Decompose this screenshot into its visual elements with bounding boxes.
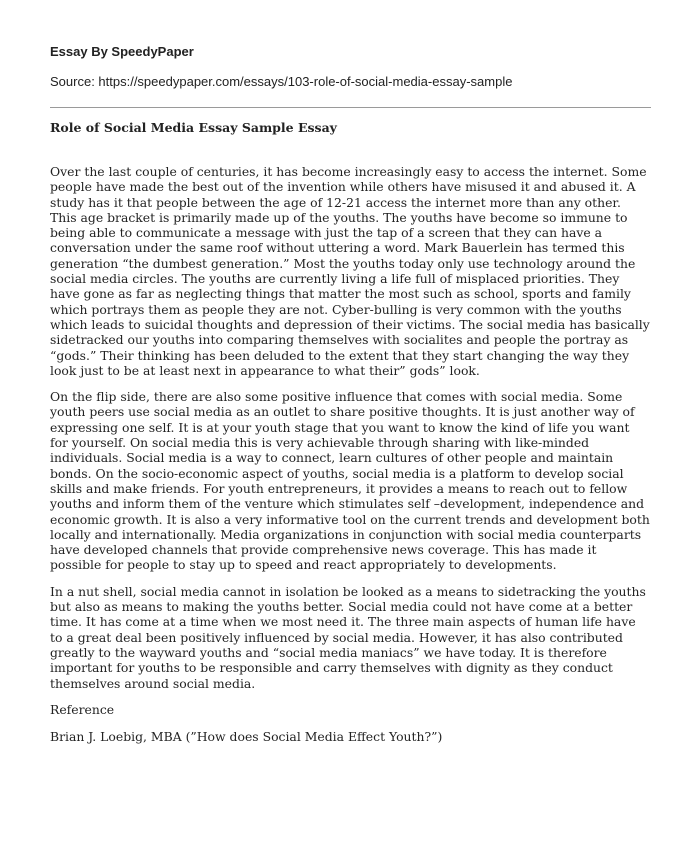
essay-paragraph: In a nut shell, social media cannot in isolation be looked as a means to sidetracking the youths but also as means to making the youths better. Social media could not have come at a better time. It has come at a time when we most need it. The three main aspects of human life have to a great deal been positively influenced by social media. However, it has also contributed greatly to the wayward youths and “social media maniacs” we have today. It is therefore important for youths to be responsible and carry themselves with dignity as they conduct themselves around social media. <box>50 583 646 691</box>
reference-entry: Brian J. Loebig, MBA (”How does Social Media Effect Youth?”) <box>50 729 443 745</box>
essay-body <box>50 164 650 744</box>
essay-paragraph: On the flip side, there are also some positive influence that comes with social media. Some youth peers use social media as an outlet to share positive thoughts. It is just another way of expressing one self. It is at your youth stage that you want to know the kind of life you want for yourself. On social media this is very achievable through sharing with like-minded individuals. Social media is a way to connect, learn cultures of other people and maintain bonds. On the socio-economic aspect of youths, social media is a platform to develop social skills and make friends. For youth entrepreneurs, it provides a means to reach out to fellow youths and inform them of the venture which stimulates self –development, independence and economic growth. It is also a very informative tool on the current trends and development both locally and internationally. Media organizations in conjunction with social media counterparts have developed channels that provide comprehensive news coverage. This has made it possible for people to stay up to speed and react appropriately to developments. <box>50 389 650 573</box>
page-header-title: Essay By SpeedyPaper <box>50 44 194 59</box>
essay-title: Role of Social Media Essay Sample Essay <box>50 120 337 135</box>
essay-paragraph: Over the last couple of centuries, it has become increasingly easy to access the internet. Some people have made the best out of the invention while others have misused it and abused it. A study has it that people between the age of 12-21 access the internet more than any other. This age bracket is primarily made up of the youths. The youths have become so immune to being able to communicate a message with just the tap of a screen that they can have a conversation under the same roof without uttering a word. Mark Bauerlein has termed this generation “the dumbest generation.” Most the youths today only use technology around the social media circles. The youths are currently living a life full of misplaced priorities. They have gone as far as neglecting things that matter the most such as school, sports and family which portrays them as people they are not. Cyber-bulling is very common with the youths which leads to suicidal thoughts and depression of their victims. The social media has basically sidetracked our youths into comparing themselves with socialites and people the portray as “gods.” Their thinking has been deluded to the extent that they start changing the way they look just to be at least next in appearance to what their” gods” look. <box>50 164 650 378</box>
reference-heading: Reference <box>50 701 115 717</box>
source-line: Source: https://speedypaper.com/essays/103-role-of-social-media-essay-sample <box>50 74 513 89</box>
header-divider <box>50 107 651 108</box>
